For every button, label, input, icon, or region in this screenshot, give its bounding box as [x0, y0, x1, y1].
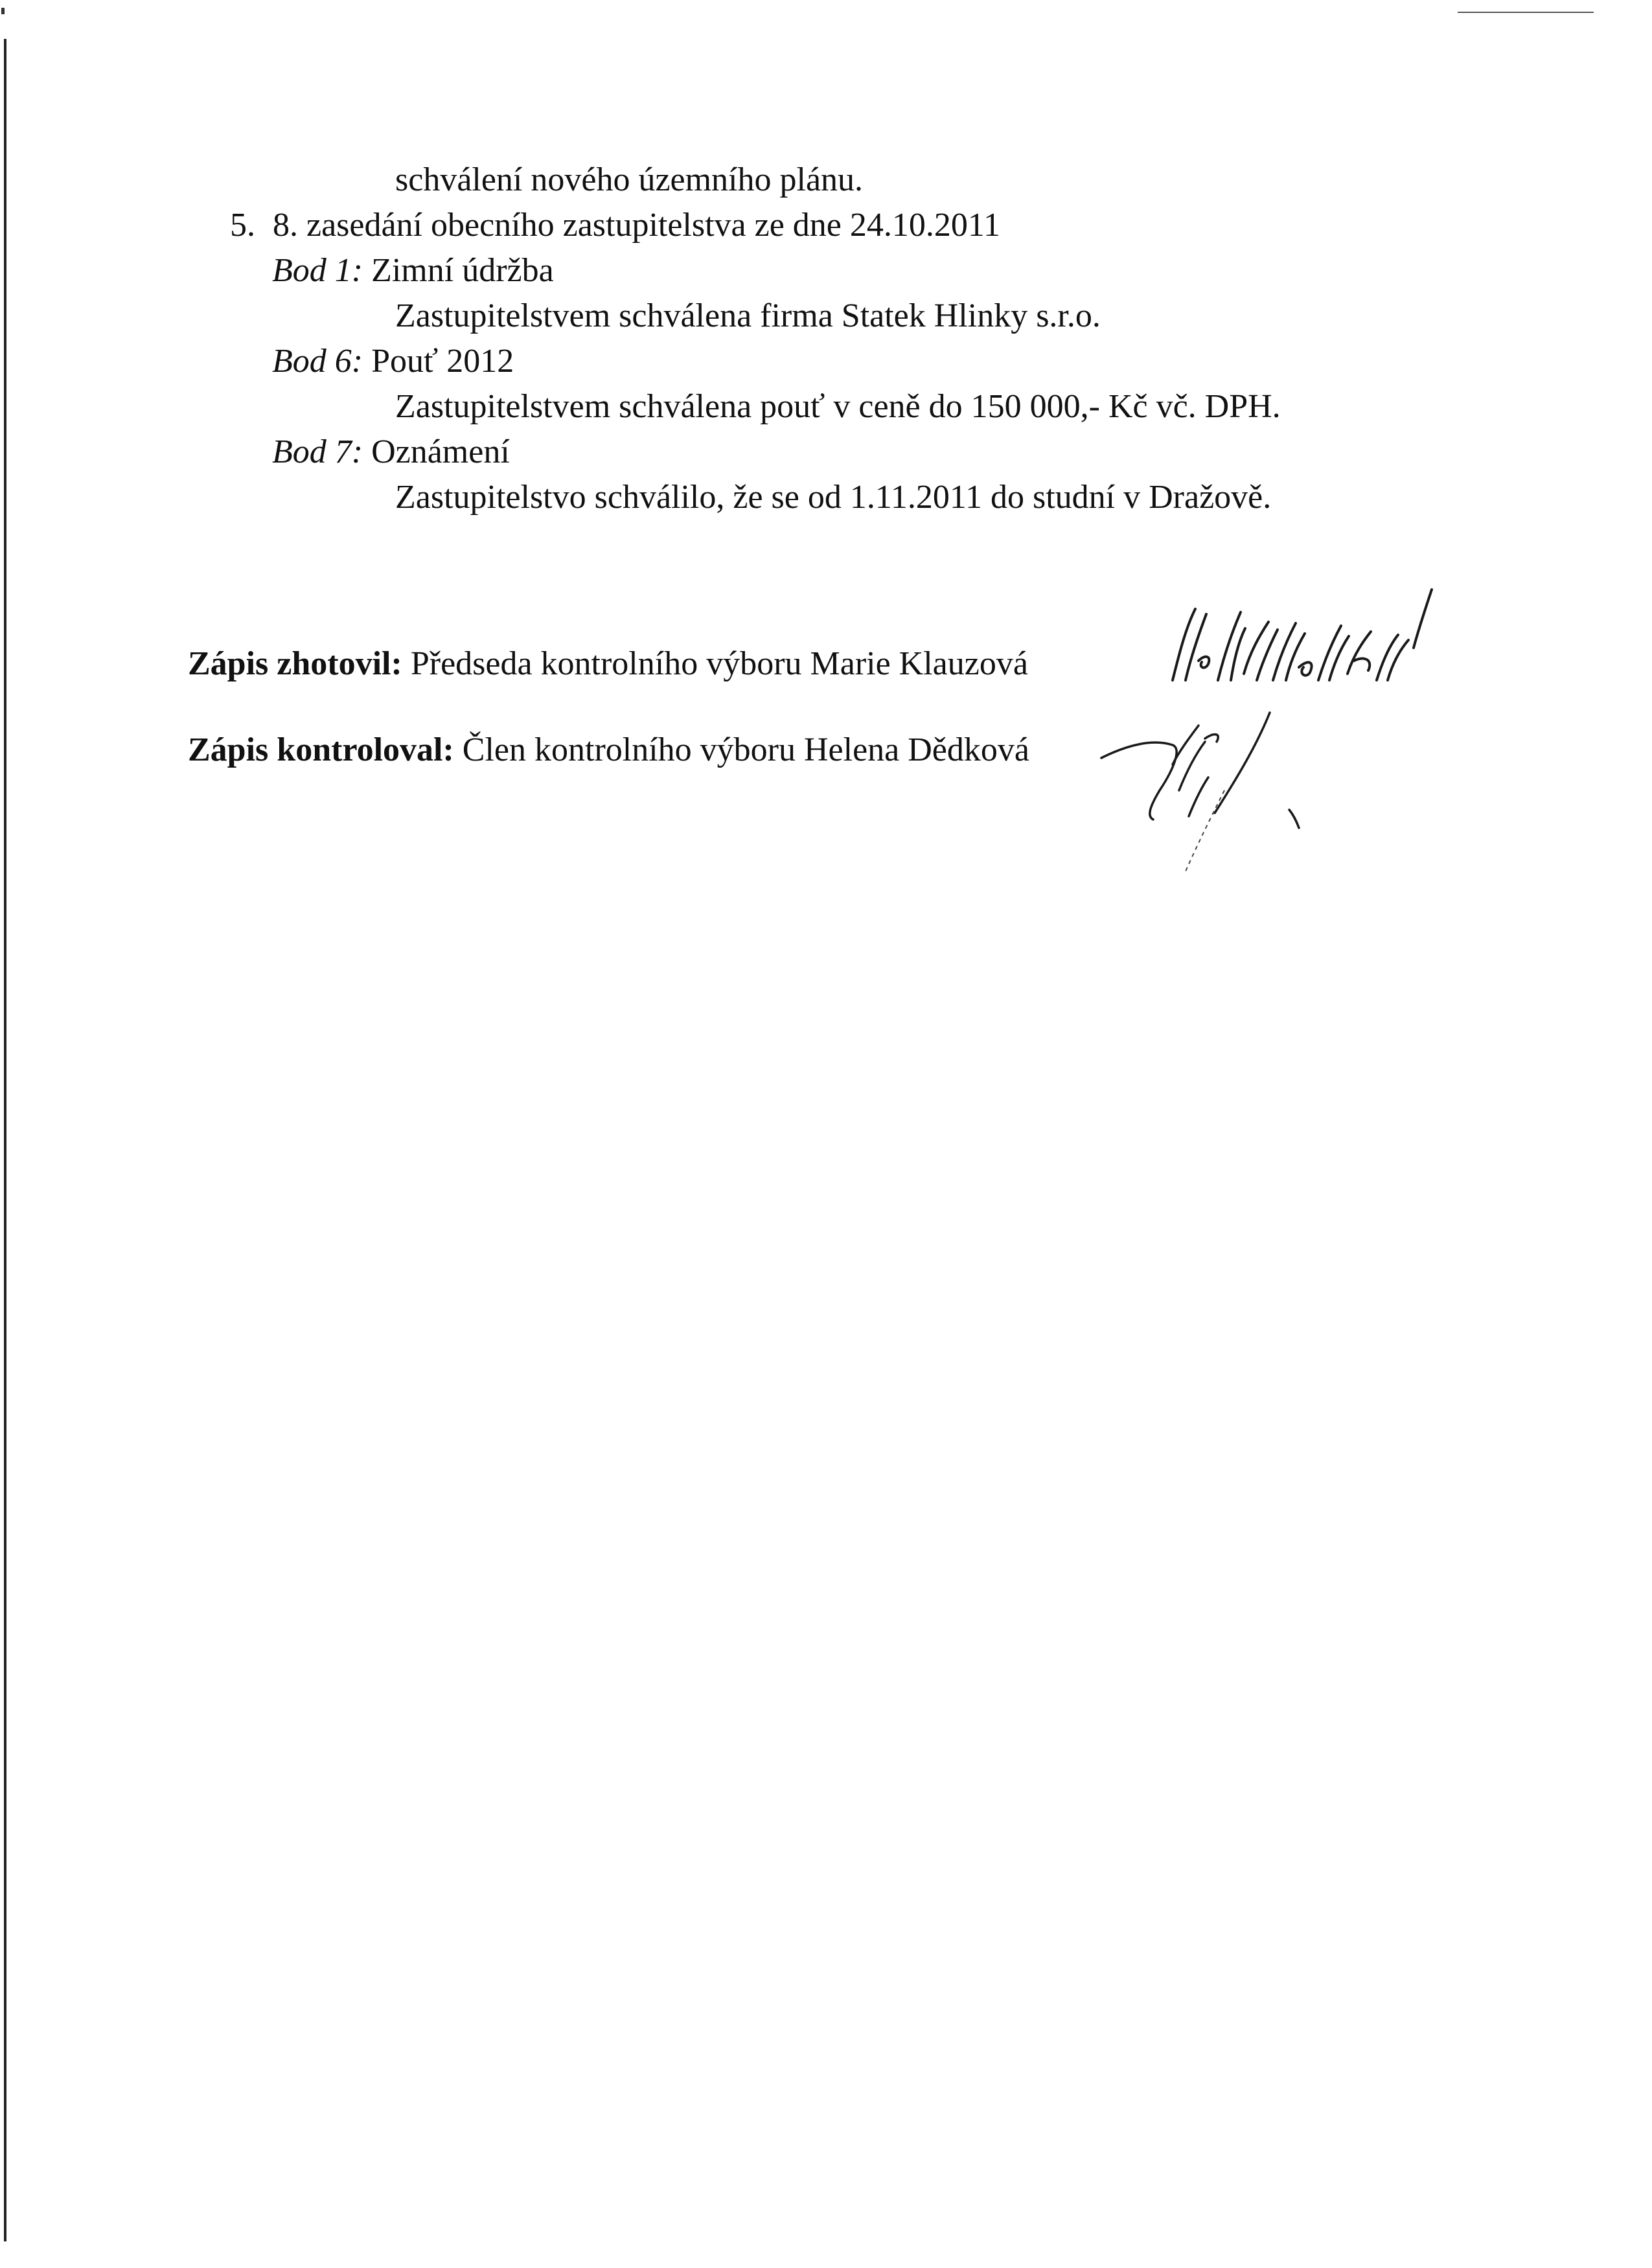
point-label: Bod 1: [272, 252, 363, 289]
point-title: Pouť 2012 [371, 343, 514, 380]
point-bod-1 [272, 251, 554, 290]
item-heading: 8. zasedání obecního zastupitelstva ze dne 24.10.2011 [273, 207, 1000, 244]
prepared-by [188, 645, 1028, 683]
item-5 [230, 206, 1000, 245]
point-text: Zastupitelstvem schválena pouť v ceně do 150 000,- Kč vč. DPH. [395, 388, 1281, 425]
point-bod-7 [272, 433, 510, 472]
continuation-line: schválení nového územního plánu. [395, 161, 864, 198]
scan-artifact-dot [1, 8, 5, 14]
point-title: Zimní údržba [371, 252, 554, 289]
item-number: 5. [230, 207, 255, 244]
point-label: Bod 7: [272, 433, 363, 470]
checked-text: Člen kontrolního výboru Helena Dědková [462, 731, 1029, 768]
scan-artifact-line [1458, 12, 1594, 13]
checked-label: Zápis kontroloval: [188, 731, 454, 768]
point-title: Oznámení [371, 433, 510, 470]
signature-klauzova [1160, 583, 1458, 693]
checked-by [188, 731, 1029, 770]
point-bod-6 [272, 342, 514, 381]
prepared-label: Zápis zhotovil: [188, 645, 402, 682]
point-text: Zastupitelstvo schválilo, že se od 1.11.2011 do studní v Dražově. [395, 479, 1272, 516]
prepared-text: Předseda kontrolního výboru Marie Klauzová [410, 645, 1028, 682]
scan-edge-line [4, 39, 6, 2241]
signature-dedkova [1075, 687, 1335, 881]
point-label: Bod 6: [272, 343, 363, 380]
point-text: Zastupitelstvem schválena firma Statek Hlinky s.r.o. [395, 297, 1101, 334]
